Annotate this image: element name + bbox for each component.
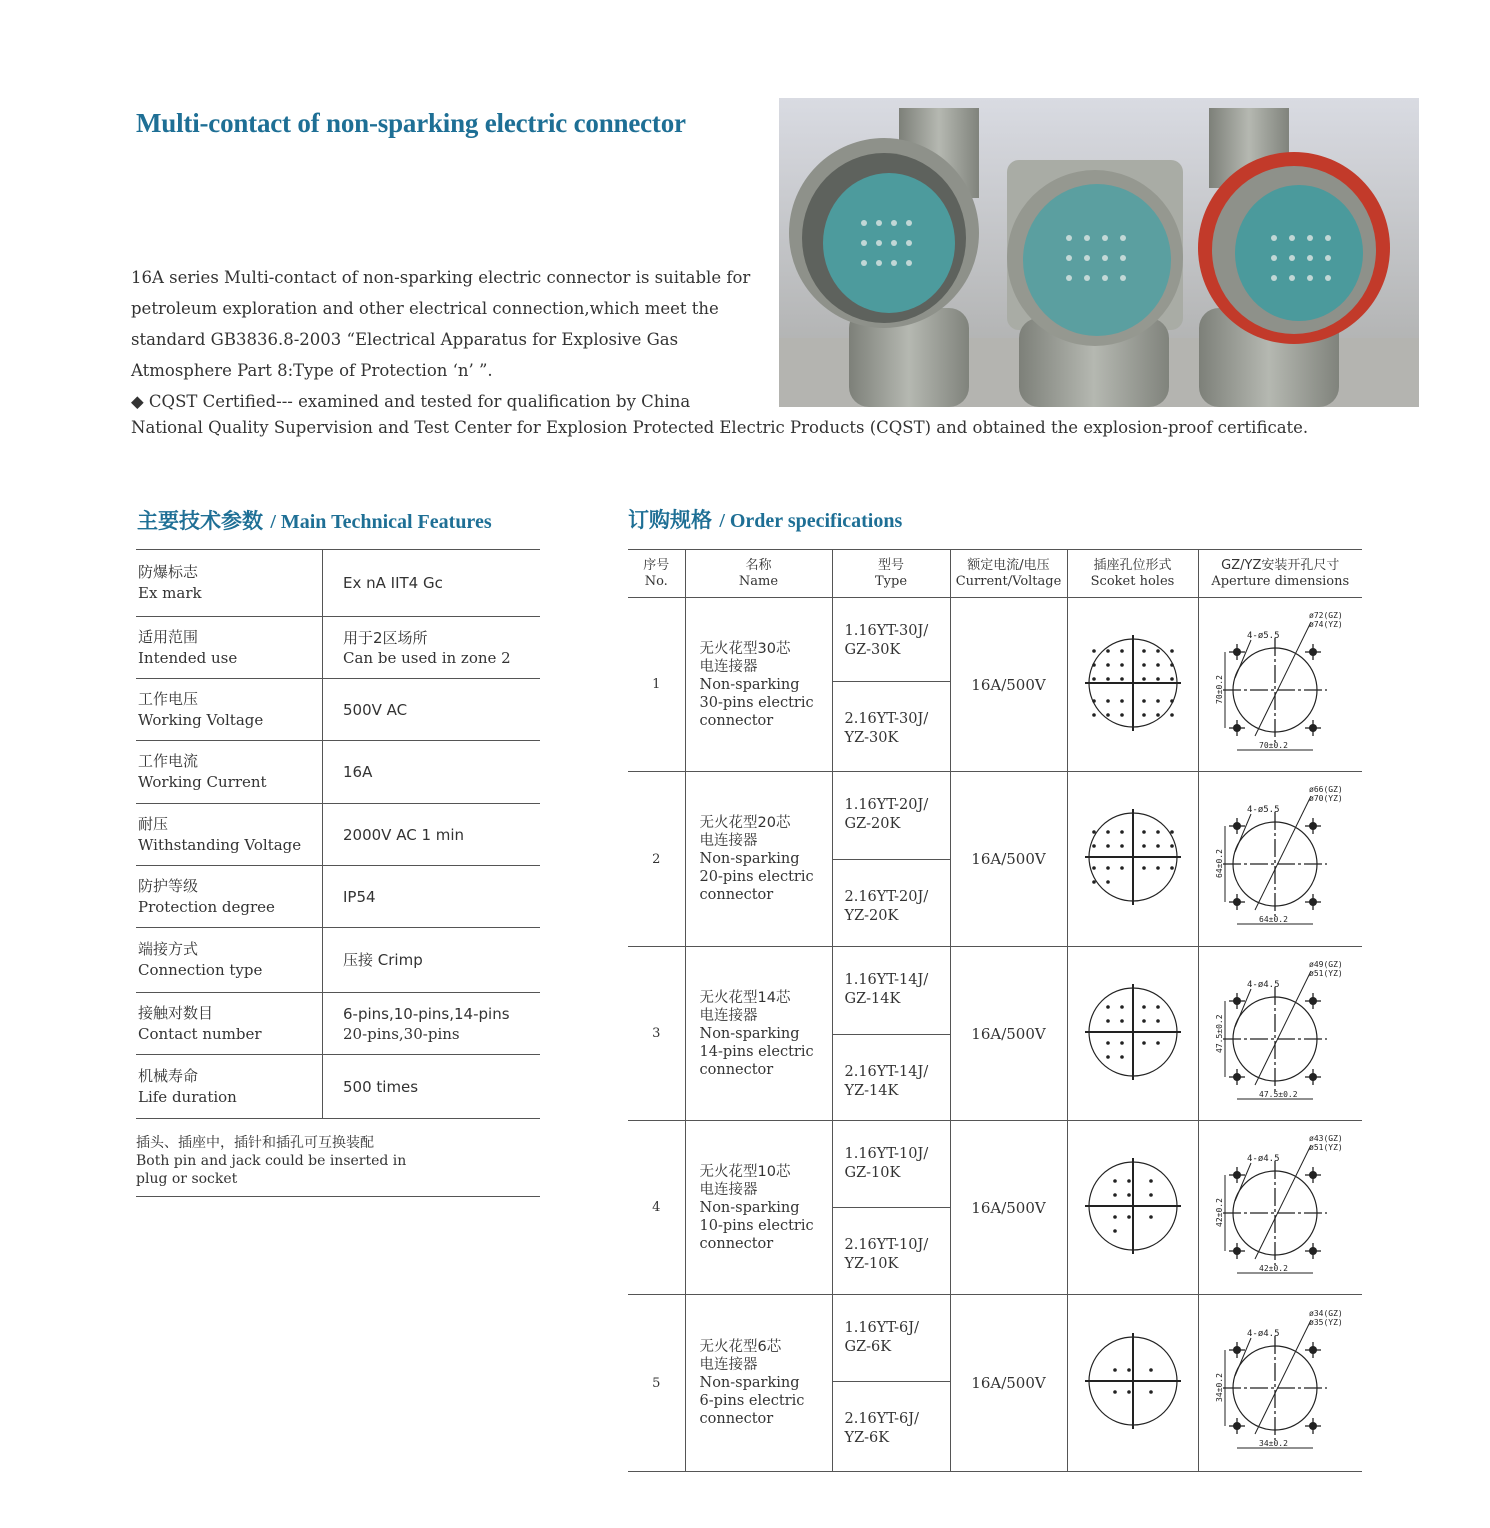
name-zh: 电连接器 <box>699 1181 758 1198</box>
name-zh: 无火花型10芯 <box>699 1163 791 1180</box>
feature-key-en: Ex mark <box>138 584 202 602</box>
intro-line: Atmosphere Part 8:Type of Protection ‘n’ ”. <box>131 361 493 380</box>
order-row <box>628 598 1362 682</box>
order-no: 5 <box>628 1295 685 1472</box>
feature-row <box>136 993 540 1055</box>
dim-gz: ø43(GZ) <box>1309 1133 1343 1143</box>
order-no: 3 <box>628 947 685 1121</box>
name-en: Non-sparking <box>699 676 800 693</box>
order-row <box>628 772 1362 860</box>
order-current: 16A/500V <box>950 598 1067 772</box>
dim-hole: 4-ø4.5 <box>1247 979 1280 990</box>
order-socket-holes <box>1067 772 1198 947</box>
name-zh: 无火花型6芯 <box>699 1339 782 1355</box>
order-current: 16A/500V <box>950 947 1067 1121</box>
order-name <box>685 1121 832 1295</box>
intro-line: ◆ CQST Certified--- examined and tested for qualification by China <box>131 392 691 411</box>
name-zh: 电连接器 <box>699 658 758 675</box>
socket-holes-diagram <box>1081 631 1185 735</box>
feature-value-line: 2000V AC 1 min <box>343 825 465 844</box>
feature-value-line: 6-pins,10-pins,14-pins <box>343 1004 510 1023</box>
feature-row <box>136 741 540 804</box>
order-type-yz <box>832 860 950 947</box>
name-en: Non-sparking <box>699 1375 800 1391</box>
feature-row <box>136 866 540 928</box>
feature-key-en: Working Voltage <box>138 710 264 729</box>
dim-vertical: 34±0.2 <box>1215 1373 1225 1402</box>
features-title-zh: 主要技术参数 <box>137 509 263 533</box>
intro-tail: National Quality Supervision and Test Center for Explosion Protected Electric Products (CQST) and obtained the explosion-proof certificate. <box>131 418 1309 437</box>
intro-line: petroleum exploration and other electrical connection,which meet the <box>131 299 719 318</box>
features-table <box>136 549 540 1119</box>
feature-row <box>136 617 540 679</box>
order-type-gz <box>832 598 950 682</box>
dim-hole: 4-ø4.5 <box>1247 1153 1280 1164</box>
order-title-zh: 订购规格 <box>628 508 712 532</box>
feature-value <box>323 679 541 741</box>
feature-value-line: 16A <box>343 763 373 781</box>
header-en: Current/Voltage <box>955 573 1062 589</box>
feature-key-en: Intended use <box>138 648 238 667</box>
name-zh: 电连接器 <box>699 833 758 849</box>
feature-key-zh: 防护等级 <box>138 876 199 895</box>
order-title <box>628 504 902 534</box>
order-no: 1 <box>628 598 685 772</box>
note-en: plug or socket <box>136 1171 238 1187</box>
name-en: 10-pins electric <box>699 1217 814 1234</box>
features-title <box>137 505 492 535</box>
dim-vertical: 47.5±0.2 <box>1215 1013 1225 1053</box>
type-line: 1.16YT-6J/ <box>844 1320 919 1336</box>
name-zh: 无火花型30芯 <box>699 640 791 657</box>
socket-holes-diagram <box>1081 1154 1185 1258</box>
type-line: 2.16YT-20J/ <box>844 889 929 905</box>
feature-key <box>136 804 323 866</box>
dim-hole: 4-ø5.5 <box>1247 805 1280 815</box>
dim-gz: ø34(GZ) <box>1309 1309 1343 1318</box>
order-name <box>685 1295 832 1472</box>
feature-value <box>323 804 541 866</box>
feature-row <box>136 550 540 617</box>
note-zh: 插头、插座中，插针和插孔可互换装配 <box>136 1135 374 1151</box>
order-current: 16A/500V <box>950 1121 1067 1295</box>
name-en: 14-pins electric <box>699 1043 814 1060</box>
type-line: YZ-10K <box>844 1256 899 1272</box>
dim-yz: ø51(YZ) <box>1309 1142 1343 1152</box>
product-photo <box>779 98 1419 407</box>
order-type-yz <box>832 1382 950 1472</box>
order-header-cell <box>628 550 685 598</box>
feature-row <box>136 928 540 993</box>
name-zh: 电连接器 <box>699 1357 758 1373</box>
order-row <box>628 1121 1362 1208</box>
name-zh: 无火花型14芯 <box>699 989 791 1006</box>
type-line: YZ-30K <box>844 730 899 746</box>
name-en: 30-pins electric <box>699 694 814 711</box>
feature-key <box>136 617 323 679</box>
type-line: GZ-20K <box>844 816 901 832</box>
feature-key <box>136 993 323 1055</box>
feature-value-line: 20-pins,30-pins <box>343 1024 460 1043</box>
name-en: Non-sparking <box>699 1025 800 1042</box>
order-type-gz <box>832 772 950 860</box>
feature-key-zh: 工作电流 <box>138 752 199 770</box>
feature-row <box>136 679 540 741</box>
socket-holes-diagram <box>1081 1329 1185 1433</box>
feature-key-zh: 机械寿命 <box>138 1066 199 1085</box>
type-line: 2.16YT-6J/ <box>844 1411 919 1427</box>
feature-value-line: 压接 Crimp <box>343 951 423 969</box>
socket-holes-diagram <box>1081 805 1185 909</box>
order-aperture <box>1198 1121 1362 1295</box>
feature-value <box>323 928 541 993</box>
type-line: GZ-14K <box>844 991 901 1007</box>
feature-value <box>323 866 541 928</box>
name-en: Non-sparking <box>699 1199 800 1216</box>
features-title-en: / Main Technical Features <box>270 511 492 533</box>
aperture-diagram <box>1215 957 1345 1107</box>
aperture-diagram <box>1215 782 1345 932</box>
page-title: Multi-contact of non-sparking electric connector <box>136 108 686 138</box>
header-en: Name <box>738 573 779 589</box>
order-header-cell <box>1067 550 1198 598</box>
dim-horizontal: 64±0.2 <box>1259 915 1289 924</box>
feature-value-line: Can be used in zone 2 <box>343 648 511 667</box>
header-zh: 型号 <box>877 557 904 573</box>
order-row <box>628 1295 1362 1382</box>
header-en: Aperture dimensions <box>1211 573 1350 589</box>
order-name <box>685 598 832 772</box>
type-line: 1.16YT-30J/ <box>844 623 929 639</box>
feature-key-en: Contact number <box>138 1024 262 1043</box>
order-no: 4 <box>628 1121 685 1295</box>
feature-value-line: 500V AC <box>343 700 408 719</box>
order-header-cell <box>685 550 832 598</box>
feature-key-zh: 工作电压 <box>138 689 199 708</box>
order-socket-holes <box>1067 1295 1198 1472</box>
feature-value-line: 500 times <box>343 1077 419 1096</box>
dim-vertical: 70±0.2 <box>1215 674 1225 704</box>
name-zh: 电连接器 <box>699 1007 758 1024</box>
header-en: Type <box>874 573 908 589</box>
type-line: 1.16YT-14J/ <box>844 972 929 988</box>
feature-key-en: Working Current <box>138 773 267 791</box>
type-line: GZ-30K <box>844 642 901 658</box>
dim-vertical: 64±0.2 <box>1215 849 1225 878</box>
feature-row <box>136 804 540 866</box>
order-aperture <box>1198 947 1362 1121</box>
order-type-gz <box>832 1295 950 1382</box>
dim-vertical: 42±0.2 <box>1215 1197 1225 1227</box>
order-type-gz <box>832 1121 950 1208</box>
feature-value <box>323 1055 541 1119</box>
feature-key-en: Protection degree <box>138 897 275 916</box>
aperture-diagram <box>1215 608 1345 758</box>
order-header-row <box>628 550 1362 598</box>
order-header-cell <box>1198 550 1362 598</box>
name-en: connector <box>699 1411 774 1427</box>
order-current: 16A/500V <box>950 1295 1067 1472</box>
intro-line: 16A series Multi-contact of non-sparking electric connector is suitable for <box>131 268 751 287</box>
aperture-diagram <box>1215 1306 1345 1456</box>
name-en: connector <box>699 712 774 729</box>
header-zh: 序号 <box>643 557 670 573</box>
feature-row <box>136 1055 540 1119</box>
feature-key-zh: 端接方式 <box>138 940 199 958</box>
order-type-yz <box>832 682 950 772</box>
intro-text <box>131 262 751 417</box>
dim-gz: ø66(GZ) <box>1309 785 1343 794</box>
order-aperture <box>1198 772 1362 947</box>
feature-key-en: Life duration <box>138 1087 237 1106</box>
order-no: 2 <box>628 772 685 947</box>
feature-value <box>323 741 541 804</box>
name-en: Non-sparking <box>699 851 800 867</box>
dim-horizontal: 42±0.2 <box>1259 1263 1289 1273</box>
dim-yz: ø74(YZ) <box>1309 619 1343 629</box>
type-line: GZ-10K <box>844 1165 901 1181</box>
feature-value <box>323 617 541 679</box>
socket-holes-diagram <box>1081 980 1185 1084</box>
dim-horizontal: 47.5±0.2 <box>1259 1089 1298 1099</box>
feature-value-line: 用于2区场所 <box>343 628 428 647</box>
feature-key <box>136 1055 323 1119</box>
aperture-diagram <box>1215 1131 1345 1281</box>
dim-gz: ø72(GZ) <box>1309 610 1343 620</box>
order-current: 16A/500V <box>950 772 1067 947</box>
feature-key <box>136 741 323 804</box>
header-zh: 名称 <box>745 557 772 573</box>
type-line: 1.16YT-10J/ <box>844 1146 929 1162</box>
header-zh: 额定电流/电压 <box>967 557 1050 573</box>
order-aperture <box>1198 598 1362 772</box>
header-zh: 插座孔位形式 <box>1093 557 1172 573</box>
feature-key <box>136 679 323 741</box>
order-type-yz <box>832 1035 950 1121</box>
feature-key <box>136 928 323 993</box>
feature-value <box>323 550 541 617</box>
intro-line: standard GB3836.8-2003 “Electrical Apparatus for Explosive Gas <box>131 330 679 349</box>
type-line: YZ-14K <box>844 1083 899 1099</box>
name-en: connector <box>699 1061 774 1078</box>
type-line: 2.16YT-14J/ <box>844 1064 929 1080</box>
note-en: Both pin and jack could be inserted in <box>136 1153 407 1169</box>
feature-key-zh: 防爆标志 <box>138 563 199 581</box>
feature-key-en: Withstanding Voltage <box>138 835 302 854</box>
dim-yz: ø51(YZ) <box>1309 968 1343 978</box>
dim-horizontal: 70±0.2 <box>1259 740 1289 750</box>
dim-gz: ø49(GZ) <box>1309 959 1343 969</box>
order-header-cell <box>832 550 950 598</box>
header-en: No. <box>644 573 668 589</box>
order-socket-holes <box>1067 947 1198 1121</box>
features-note <box>136 1134 540 1197</box>
feature-value <box>323 993 541 1055</box>
feature-key-zh: 耐压 <box>138 814 169 833</box>
order-type-yz <box>832 1208 950 1295</box>
type-line: GZ-6K <box>844 1339 892 1355</box>
order-aperture <box>1198 1295 1362 1472</box>
type-line: YZ-20K <box>844 908 899 924</box>
name-zh: 无火花型20芯 <box>699 815 791 831</box>
dim-yz: ø70(YZ) <box>1309 794 1343 803</box>
name-en: 20-pins electric <box>699 869 814 885</box>
dim-hole: 4-ø4.5 <box>1247 1329 1280 1339</box>
type-line: 1.16YT-20J/ <box>844 797 929 813</box>
type-line: 2.16YT-10J/ <box>844 1237 929 1253</box>
header-zh: GZ/YZ安装开孔尺寸 <box>1221 557 1340 573</box>
order-title-en: / Order specifications <box>719 510 903 532</box>
order-table <box>628 549 1362 1472</box>
order-name <box>685 947 832 1121</box>
feature-value-line: IP54 <box>343 887 376 906</box>
order-socket-holes <box>1067 1121 1198 1295</box>
name-en: connector <box>699 1235 774 1252</box>
feature-key <box>136 866 323 928</box>
dim-horizontal: 34±0.2 <box>1259 1439 1289 1448</box>
dim-hole: 4-ø5.5 <box>1247 630 1280 641</box>
name-en: connector <box>699 887 774 903</box>
name-en: 6-pins electric <box>699 1393 805 1409</box>
feature-key <box>136 550 323 617</box>
header-en: Scoket holes <box>1090 573 1175 589</box>
order-socket-holes <box>1067 598 1198 772</box>
feature-key-zh: 适用范围 <box>138 627 199 646</box>
feature-key-en: Connection type <box>138 961 263 979</box>
order-header-cell <box>950 550 1067 598</box>
order-name <box>685 772 832 947</box>
feature-value-line: Ex nA IIT4 Gc <box>343 574 443 592</box>
order-row <box>628 947 1362 1035</box>
type-line: YZ-6K <box>844 1430 890 1446</box>
type-line: 2.16YT-30J/ <box>844 711 929 727</box>
dim-yz: ø35(YZ) <box>1309 1318 1343 1327</box>
order-type-gz <box>832 947 950 1035</box>
feature-key-zh: 接触对数目 <box>138 1003 214 1022</box>
